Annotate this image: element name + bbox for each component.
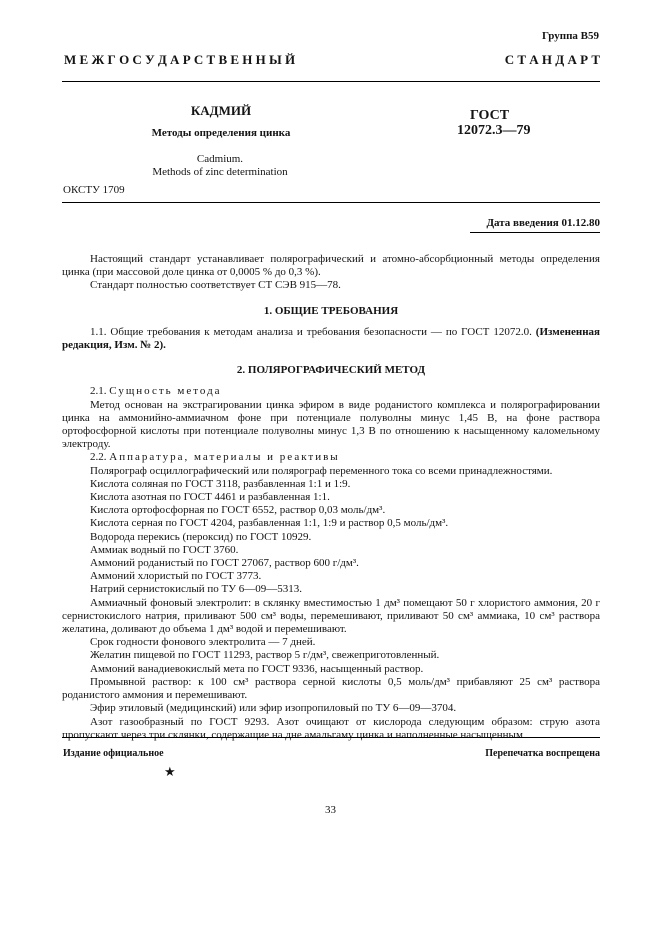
document-subtitle: Методы определения цинка: [151, 127, 291, 139]
english-title-line-1: Cadmium.: [196, 153, 244, 165]
section-heading: 2. ПОЛЯРОГРАФИЧЕСКИЙ МЕТОД: [236, 364, 426, 377]
gost-label: ГОСТ: [470, 108, 510, 123]
gost-number: 12072.3—79: [457, 123, 531, 138]
list-item: Аммоний ванадиевокислый мета по ГОСТ 9336, насыщенный раствор.: [90, 662, 424, 675]
intro-paragraph: Стандарт полностью соответствует СТ СЭВ 915—78.: [90, 279, 341, 292]
list-item: Водорода перекись (пероксид) по ГОСТ 10929.: [90, 530, 312, 543]
list-item: Азот газообразный по ГОСТ 9293. Азот очищают от кислорода следующим образом: струю азота пропускают через три склянки, содержащие на дне амальгаму цинка и наполненные насыщенным: [62, 715, 600, 741]
list-item: Аммиак водный по ГОСТ 3760.: [90, 543, 239, 556]
clause-paragraph: 1.1. Общие требования к методам анализа и требования безопасности — по ГОСТ 12072.0. (Измененная редакция, Изм. № 2).: [62, 325, 600, 352]
star-icon: ★: [164, 764, 176, 779]
reprint-prohibited-label: Перепечатка воспрещена: [485, 748, 600, 759]
top-divider: [62, 81, 600, 82]
intro-date-label: Дата введения: [486, 217, 559, 229]
english-title: [140, 153, 300, 179]
list-item: Полярограф осциллографический или полярограф переменного тока со всеми принадлежностями.: [90, 464, 553, 477]
okstu-code: ОКСТУ 1709: [63, 184, 125, 196]
list-item: Желатин пищевой по ГОСТ 11293, раствор 5 г/дм³, свежеприготовленный.: [90, 649, 440, 662]
footer-divider: [62, 737, 600, 738]
date-underline: [470, 232, 600, 233]
introduction-date: [486, 217, 600, 229]
list-item: Срок годности фонового электролита — 7 дней.: [90, 636, 316, 649]
list-item: Аммиачный фоновый электролит: в склянку вместимостью 1 дм³ помещают 50 г хлористого аммония, 20 г сернистокислого натрия, приливают 500 см³ воды, перемешивают, приливают 50 см³ аммиака, 10 см³ раствора желатина, доливают до объема 1 дм³ водой и перемешивают.: [62, 596, 600, 636]
english-title-line-2: Methods of zinc determination: [152, 166, 288, 178]
list-item: Эфир этиловый (медицинский) или эфир изопропиловый по ТУ 6—09—3704.: [90, 702, 457, 715]
list-item: Кислота серная по ГОСТ 4204, разбавленная 1:1, 1:9 и раствор 0,5 моль/дм³.: [90, 517, 449, 530]
list-item: Натрий сернистокислый по ТУ 6—09—5313.: [90, 583, 302, 596]
banner-left: М Е Ж Г О С У Д А Р С Т В Е Н Н Ы Й: [64, 52, 296, 67]
intro-paragraph: Настоящий стандарт устанавливает полярографический и атомно-абсорбционный методы определения цинка (при массовой доле цинка от 0,0005 % до 0,3 %).: [62, 253, 600, 279]
edit-note: (Измененная редакция, Изм. № 2).: [62, 325, 600, 352]
clause-heading: 2.2. Аппаратура, материалы и реактивы: [90, 451, 340, 464]
section-heading: 1. ОБЩИЕ ТРЕБОВАНИЯ: [263, 304, 399, 317]
list-item: Кислота азотная по ГОСТ 4461 и разбавленная 1:1.: [90, 491, 330, 504]
header-divider: [62, 202, 600, 203]
list-item: Аммоний роданистый по ГОСТ 27067, раствор 600 г/дм³.: [90, 557, 359, 570]
page-number: 33: [325, 804, 336, 816]
standard-banner: [64, 52, 600, 68]
group-label: Группа В59: [541, 30, 599, 42]
list-item: Аммоний хлористый по ГОСТ 3773.: [90, 570, 262, 583]
banner-right: С Т А Н Д А Р Т: [504, 52, 600, 67]
list-item: Кислота соляная по ГОСТ 3118, разбавленная 1:1 и 1:9.: [90, 477, 351, 490]
document-title: КАДМИЙ: [190, 103, 252, 118]
official-edition-label: Издание официальное: [63, 748, 164, 759]
intro-date-value: 01.12.80: [561, 217, 600, 229]
list-item: Промывной раствор: к 100 см³ раствора серной кислоты 0,5 моль/дм³ прибавляют 25 см³ раствора роданистого аммония и перемешивают.: [62, 675, 600, 702]
list-item: Кислота ортофосфорная по ГОСТ 6552, раствор 0,03 моль/дм³.: [90, 504, 386, 517]
clause-heading: 2.1. Сущность метода: [90, 385, 222, 398]
document-body: [62, 253, 600, 742]
clause-paragraph: Метод основан на экстрагировании цинка эфиром в виде роданистого комплекса и полярографировании цинка на аммонийно-аммиачном фоне при потенциале полуволны минус 1,45 В, на фоне раствора ортофосфорной кислоты при потенциале полуволны минус 1,3 В по отношению к насыщенному каломельному электроду.: [62, 398, 600, 451]
